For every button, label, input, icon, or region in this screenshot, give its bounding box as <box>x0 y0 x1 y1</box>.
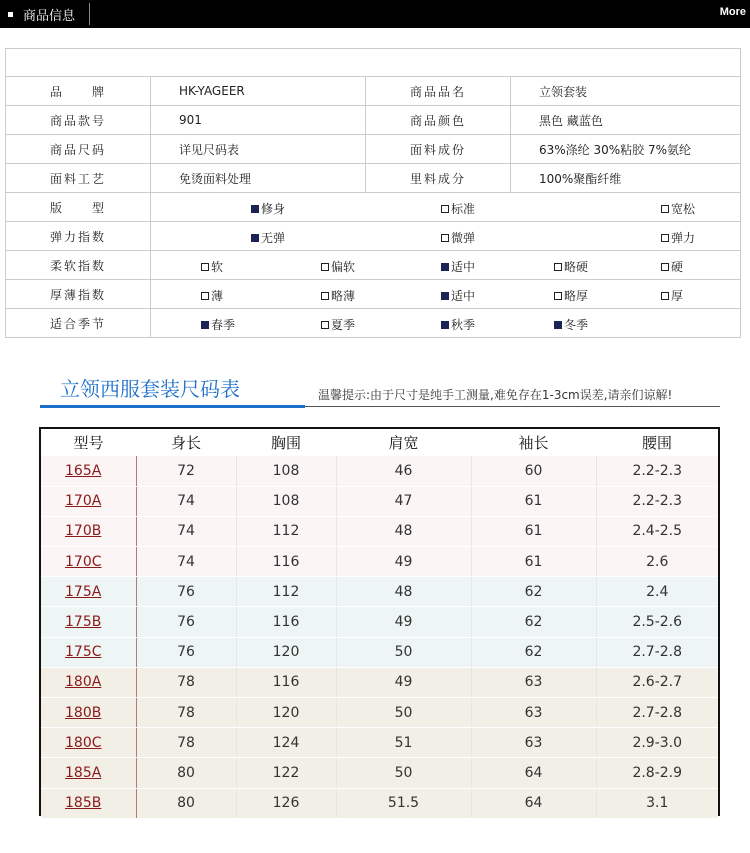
checkbox-icon <box>661 263 669 271</box>
size-model-cell: 175C <box>41 637 136 667</box>
table-row <box>41 637 718 667</box>
spec-value: 63%涤纶 30%粘胶 7%氨纶 <box>511 135 741 164</box>
spec-blank-row <box>6 49 741 77</box>
checkbox-icon <box>554 263 562 271</box>
checkbox-icon <box>321 263 329 271</box>
size-value-cell: 108 <box>236 486 336 516</box>
size-value-cell: 74 <box>136 486 236 516</box>
option-item <box>441 258 475 275</box>
size-value-cell: 2.8-2.9 <box>596 758 718 788</box>
spec-row <box>6 164 741 193</box>
spec-value: HK-YAGEER <box>151 77 366 106</box>
option-row <box>6 280 741 309</box>
size-model-cell: 170A <box>41 486 136 516</box>
table-row <box>41 607 718 637</box>
option-item <box>661 200 695 217</box>
spec-row <box>6 106 741 135</box>
spec-value: 黑色 藏蓝色 <box>511 106 741 135</box>
title-underline <box>40 405 305 408</box>
option-item <box>321 258 355 275</box>
option-cell <box>151 193 741 222</box>
size-value-cell: 50 <box>336 698 471 728</box>
table-row <box>41 698 718 728</box>
size-value-cell: 47 <box>336 486 471 516</box>
option-text: 硬 <box>671 260 684 274</box>
table-row <box>41 788 718 818</box>
size-value-cell: 62 <box>471 577 596 607</box>
table-row <box>41 577 718 607</box>
size-chart-title: 立领西服套装尺码表 <box>60 377 240 401</box>
size-model-cell: 170B <box>41 516 136 546</box>
size-model-cell: 180B <box>41 698 136 728</box>
size-value-cell: 51 <box>336 728 471 758</box>
size-value-cell: 2.6 <box>596 547 718 577</box>
option-item <box>321 287 355 304</box>
option-item <box>554 258 588 275</box>
size-value-cell: 48 <box>336 577 471 607</box>
spec-label: 品 牌 <box>6 77 151 106</box>
checkbox-icon <box>441 234 449 242</box>
table-row <box>41 667 718 697</box>
size-value-cell: 63 <box>471 728 596 758</box>
size-value-cell: 74 <box>136 547 236 577</box>
size-table <box>41 429 718 819</box>
option-item <box>441 287 475 304</box>
size-value-cell: 49 <box>336 667 471 697</box>
spec-value: 详见尺码表 <box>151 135 366 164</box>
size-value-cell: 124 <box>236 728 336 758</box>
column-header: 型号 <box>73 434 104 452</box>
option-cell <box>151 280 741 309</box>
table-row <box>41 486 718 516</box>
size-value-cell: 108 <box>236 456 336 486</box>
size-value-cell: 76 <box>136 637 236 667</box>
table-row <box>41 728 718 758</box>
option-item <box>554 316 588 333</box>
divider <box>89 3 90 25</box>
checkbox-icon <box>554 292 562 300</box>
size-value-cell: 74 <box>136 516 236 546</box>
table-row <box>41 516 718 546</box>
size-value-cell: 78 <box>136 698 236 728</box>
spec-label: 商品尺码 <box>6 135 151 164</box>
size-model-cell: 175B <box>41 607 136 637</box>
size-value-cell: 46 <box>336 456 471 486</box>
size-value-cell: 48 <box>336 516 471 546</box>
column-header: 身长 <box>170 434 201 452</box>
option-text: 修身 <box>261 202 286 216</box>
option-text: 略厚 <box>564 289 589 303</box>
checkbox-icon <box>321 292 329 300</box>
product-spec-table <box>5 48 741 338</box>
size-value-cell: 120 <box>236 698 336 728</box>
option-text: 软 <box>211 260 224 274</box>
option-cell <box>151 309 741 338</box>
option-label: 弹力指数 <box>6 222 151 251</box>
more-link[interactable]: More <box>719 6 746 18</box>
size-value-cell: 61 <box>471 547 596 577</box>
size-value-cell: 2.9-3.0 <box>596 728 718 758</box>
checkbox-icon <box>201 321 209 329</box>
option-text: 薄 <box>211 289 224 303</box>
header-bar <box>0 0 750 28</box>
option-item <box>661 258 683 275</box>
size-value-cell: 2.4 <box>596 577 718 607</box>
title-divider <box>305 406 720 407</box>
size-value-cell: 51.5 <box>336 788 471 818</box>
size-value-cell: 49 <box>336 547 471 577</box>
size-model-cell: 180C <box>41 728 136 758</box>
column-header: 袖长 <box>518 434 549 452</box>
spec-row <box>6 135 741 164</box>
size-value-cell: 61 <box>471 516 596 546</box>
size-value-cell: 60 <box>471 456 596 486</box>
option-text: 秋季 <box>451 318 476 332</box>
option-text: 适中 <box>451 260 476 274</box>
size-value-cell: 112 <box>236 516 336 546</box>
option-text: 标准 <box>451 202 476 216</box>
size-value-cell: 72 <box>136 456 236 486</box>
size-value-cell: 2.6-2.7 <box>596 667 718 697</box>
spec-label: 商品品名 <box>366 77 511 106</box>
tab-title: 商品信息 <box>23 8 76 24</box>
checkbox-icon <box>661 234 669 242</box>
spec-value: 免烫面料处理 <box>151 164 366 193</box>
spec-label: 面料工艺 <box>6 164 151 193</box>
size-value-cell: 80 <box>136 788 236 818</box>
size-value-cell: 76 <box>136 577 236 607</box>
size-value-cell: 2.7-2.8 <box>596 637 718 667</box>
size-value-cell: 122 <box>236 758 336 788</box>
option-text: 适中 <box>451 289 476 303</box>
checkbox-icon <box>441 292 449 300</box>
option-text: 夏季 <box>331 318 356 332</box>
option-label: 柔软指数 <box>6 251 151 280</box>
size-table-header <box>41 429 718 456</box>
option-item <box>321 316 355 333</box>
option-cell <box>151 222 741 251</box>
option-item <box>441 316 475 333</box>
size-value-cell: 112 <box>236 577 336 607</box>
option-text: 略薄 <box>331 289 356 303</box>
option-text: 春季 <box>211 318 236 332</box>
option-item <box>554 287 588 304</box>
option-text: 略硬 <box>564 260 589 274</box>
spec-value: 100%聚酯纤维 <box>511 164 741 193</box>
option-text: 弹力 <box>671 231 696 245</box>
checkbox-icon <box>251 234 259 242</box>
size-value-cell: 2.5-2.6 <box>596 607 718 637</box>
option-item <box>251 229 285 246</box>
option-text: 宽松 <box>671 202 696 216</box>
option-text: 微弹 <box>451 231 476 245</box>
size-value-cell: 63 <box>471 667 596 697</box>
spec-label: 商品款号 <box>6 106 151 135</box>
spec-label: 面料成份 <box>366 135 511 164</box>
option-item <box>661 287 683 304</box>
size-model-cell: 170C <box>41 547 136 577</box>
checkbox-icon <box>661 205 669 213</box>
size-value-cell: 49 <box>336 607 471 637</box>
size-value-cell: 126 <box>236 788 336 818</box>
size-value-cell: 2.2-2.3 <box>596 456 718 486</box>
option-item <box>251 200 285 217</box>
option-label: 厚薄指数 <box>6 280 151 309</box>
size-value-cell: 50 <box>336 758 471 788</box>
spec-label: 里料成分 <box>366 164 511 193</box>
option-row <box>6 193 741 222</box>
option-item <box>661 229 695 246</box>
checkbox-icon <box>554 321 562 329</box>
size-value-cell: 61 <box>471 486 596 516</box>
option-text: 无弹 <box>261 231 286 245</box>
size-chart-note: 温馨提示:由于尺寸是纯手工测量,难免存在1-3cm误差,请亲们谅解! <box>318 388 673 402</box>
size-value-cell: 2.2-2.3 <box>596 486 718 516</box>
size-value-cell: 2.7-2.8 <box>596 698 718 728</box>
spec-row <box>6 77 741 106</box>
size-value-cell: 78 <box>136 667 236 697</box>
size-value-cell: 116 <box>236 607 336 637</box>
square-bullet-icon <box>8 12 13 17</box>
size-model-cell: 180A <box>41 667 136 697</box>
option-item <box>441 200 475 217</box>
column-header: 肩宽 <box>388 434 419 452</box>
size-model-cell: 165A <box>41 456 136 486</box>
option-item <box>201 287 223 304</box>
size-value-cell: 76 <box>136 607 236 637</box>
checkbox-icon <box>441 205 449 213</box>
size-value-cell: 64 <box>471 758 596 788</box>
size-value-cell: 78 <box>136 728 236 758</box>
checkbox-icon <box>321 321 329 329</box>
option-row <box>6 251 741 280</box>
table-row <box>41 547 718 577</box>
spec-label: 商品颜色 <box>366 106 511 135</box>
size-value-cell: 63 <box>471 698 596 728</box>
size-value-cell: 80 <box>136 758 236 788</box>
checkbox-icon <box>661 292 669 300</box>
size-value-cell: 120 <box>236 637 336 667</box>
size-model-cell: 185B <box>41 788 136 818</box>
table-row <box>41 456 718 486</box>
table-row <box>41 758 718 788</box>
size-value-cell: 62 <box>471 637 596 667</box>
size-value-cell: 50 <box>336 637 471 667</box>
option-row <box>6 309 741 338</box>
option-text: 厚 <box>671 289 684 303</box>
checkbox-icon <box>201 292 209 300</box>
option-item <box>201 316 235 333</box>
option-cell <box>151 251 741 280</box>
option-item <box>201 258 223 275</box>
checkbox-icon <box>201 263 209 271</box>
size-value-cell: 2.4-2.5 <box>596 516 718 546</box>
size-value-cell: 116 <box>236 547 336 577</box>
checkbox-icon <box>251 205 259 213</box>
column-header: 腰围 <box>641 434 672 452</box>
option-label: 版 型 <box>6 193 151 222</box>
checkbox-icon <box>441 263 449 271</box>
checkbox-icon <box>441 321 449 329</box>
option-row <box>6 222 741 251</box>
size-value-cell: 64 <box>471 788 596 818</box>
spec-value: 立领套装 <box>511 77 741 106</box>
option-item <box>441 229 475 246</box>
tab-product-info[interactable] <box>0 0 90 28</box>
size-model-cell: 185A <box>41 758 136 788</box>
size-value-cell: 116 <box>236 667 336 697</box>
option-text: 偏软 <box>331 260 356 274</box>
size-model-cell: 175A <box>41 577 136 607</box>
option-text: 冬季 <box>564 318 589 332</box>
size-value-cell: 3.1 <box>596 788 718 818</box>
spec-value: 901 <box>151 106 366 135</box>
option-label: 适合季节 <box>6 309 151 338</box>
column-header: 胸围 <box>270 434 301 452</box>
size-value-cell: 62 <box>471 607 596 637</box>
